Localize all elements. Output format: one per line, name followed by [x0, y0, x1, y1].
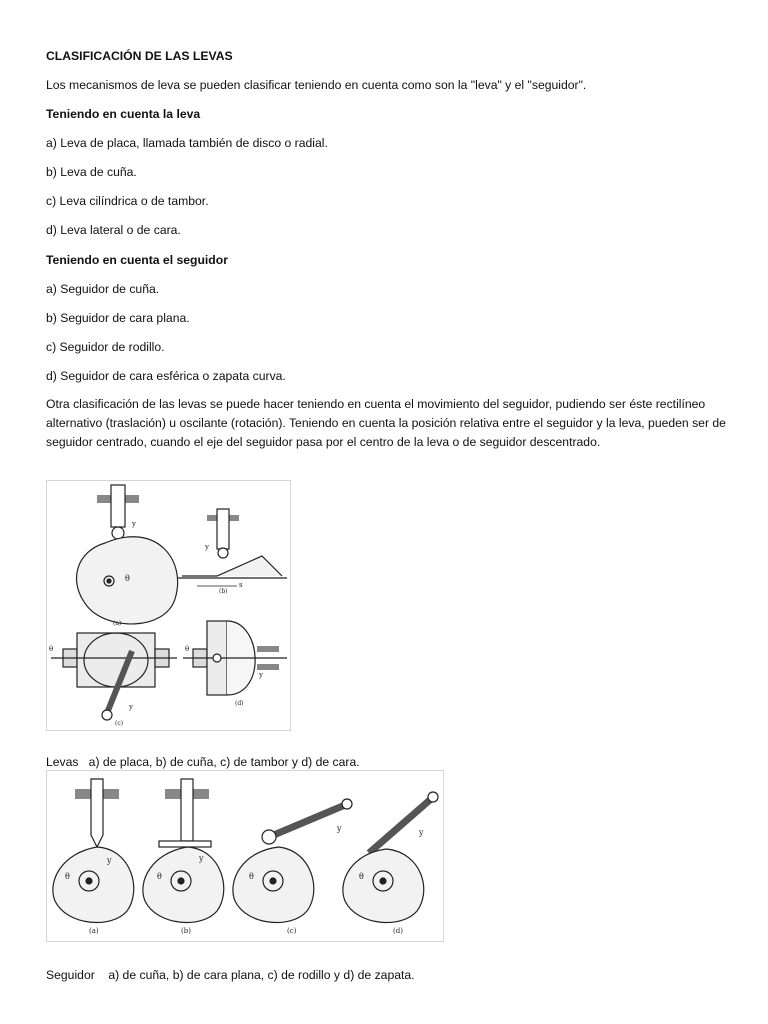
- document-title: CLASIFICACIÓN DE LAS LEVAS: [46, 49, 233, 63]
- figure-label-d: (d): [235, 700, 244, 707]
- y-label: y: [129, 703, 133, 711]
- y-label: y: [205, 543, 209, 551]
- classification-paragraph: Otra clasificación de las levas se puede hacer teniendo en cuenta el movimiento del seguidor, pudiendo ser éste rectilíneo alternativo (traslación) u oscilante (rotación). Teniendo en cuenta la posición relativa entre el seguidor y la leva, pueden ser de seguidor centrado, cuando el eje del seguidor pasa por el centro de la leva o de seguidor descentrado.: [46, 397, 726, 449]
- y-label: y: [337, 824, 342, 833]
- list-item: c) Leva cilíndrica o de tambor.: [46, 194, 209, 208]
- section-heading-follower: Teniendo en cuenta el seguidor: [46, 253, 228, 267]
- list-item: a) Seguidor de cuña.: [46, 282, 160, 296]
- shoe-follower-diagram: [343, 792, 438, 935]
- theta-label: θ: [65, 872, 70, 881]
- figure-label-a: (a): [113, 620, 122, 627]
- figure-label-c: (c): [115, 720, 124, 727]
- theta-label: θ: [359, 872, 364, 881]
- roller-follower-diagram: [233, 799, 352, 935]
- y-label: y: [419, 828, 424, 837]
- list-item: a) Leva de placa, llamada también de disco o radial.: [46, 136, 328, 150]
- knife-follower-diagram: [53, 779, 134, 935]
- theta-label: θ: [125, 574, 130, 583]
- theta-label: θ: [157, 872, 162, 881]
- figure-label-c: (c): [287, 927, 297, 935]
- figure-label-b: (b): [219, 588, 228, 595]
- s-label: s: [239, 581, 243, 589]
- figure-cam-types: [46, 480, 291, 731]
- figure-label-a: (a): [89, 927, 99, 935]
- list-item: c) Seguidor de rodillo.: [46, 340, 165, 354]
- flat-face-follower-diagram: [143, 779, 224, 935]
- y-label: y: [107, 856, 112, 865]
- list-item: b) Seguidor de cara plana.: [46, 311, 190, 325]
- figure-label-d: (d): [393, 927, 403, 935]
- plate-cam-diagram: [77, 485, 178, 627]
- figure-follower-types: [46, 770, 444, 942]
- wedge-cam-diagram: [177, 509, 287, 595]
- y-label: y: [132, 520, 136, 528]
- y-label: y: [199, 854, 204, 863]
- list-item: d) Leva lateral o de cara.: [46, 223, 181, 237]
- figure1-caption: Levas a) de placa, b) de cuña, c) de tambor y d) de cara.: [46, 755, 360, 770]
- figure2-caption: Seguidor a) de cuña, b) de cara plana, c) de rodillo y d) de zapata.: [46, 968, 415, 983]
- intro-text: Los mecanismos de leva se pueden clasificar teniendo en cuenta como son la "leva" y el "seguidor".: [46, 78, 587, 92]
- section-heading-cam: Teniendo en cuenta la leva: [46, 107, 201, 121]
- drum-cam-diagram: [49, 633, 177, 727]
- y-label: y: [259, 671, 263, 679]
- theta-label: θ: [185, 645, 190, 653]
- theta-label: θ: [249, 872, 254, 881]
- list-item: b) Leva de cuña.: [46, 165, 137, 179]
- list-item: d) Seguidor de cara esférica o zapata curva.: [46, 369, 286, 383]
- figure-label-b: (b): [181, 927, 191, 935]
- face-cam-diagram: [183, 621, 287, 707]
- theta-label: θ: [49, 645, 54, 653]
